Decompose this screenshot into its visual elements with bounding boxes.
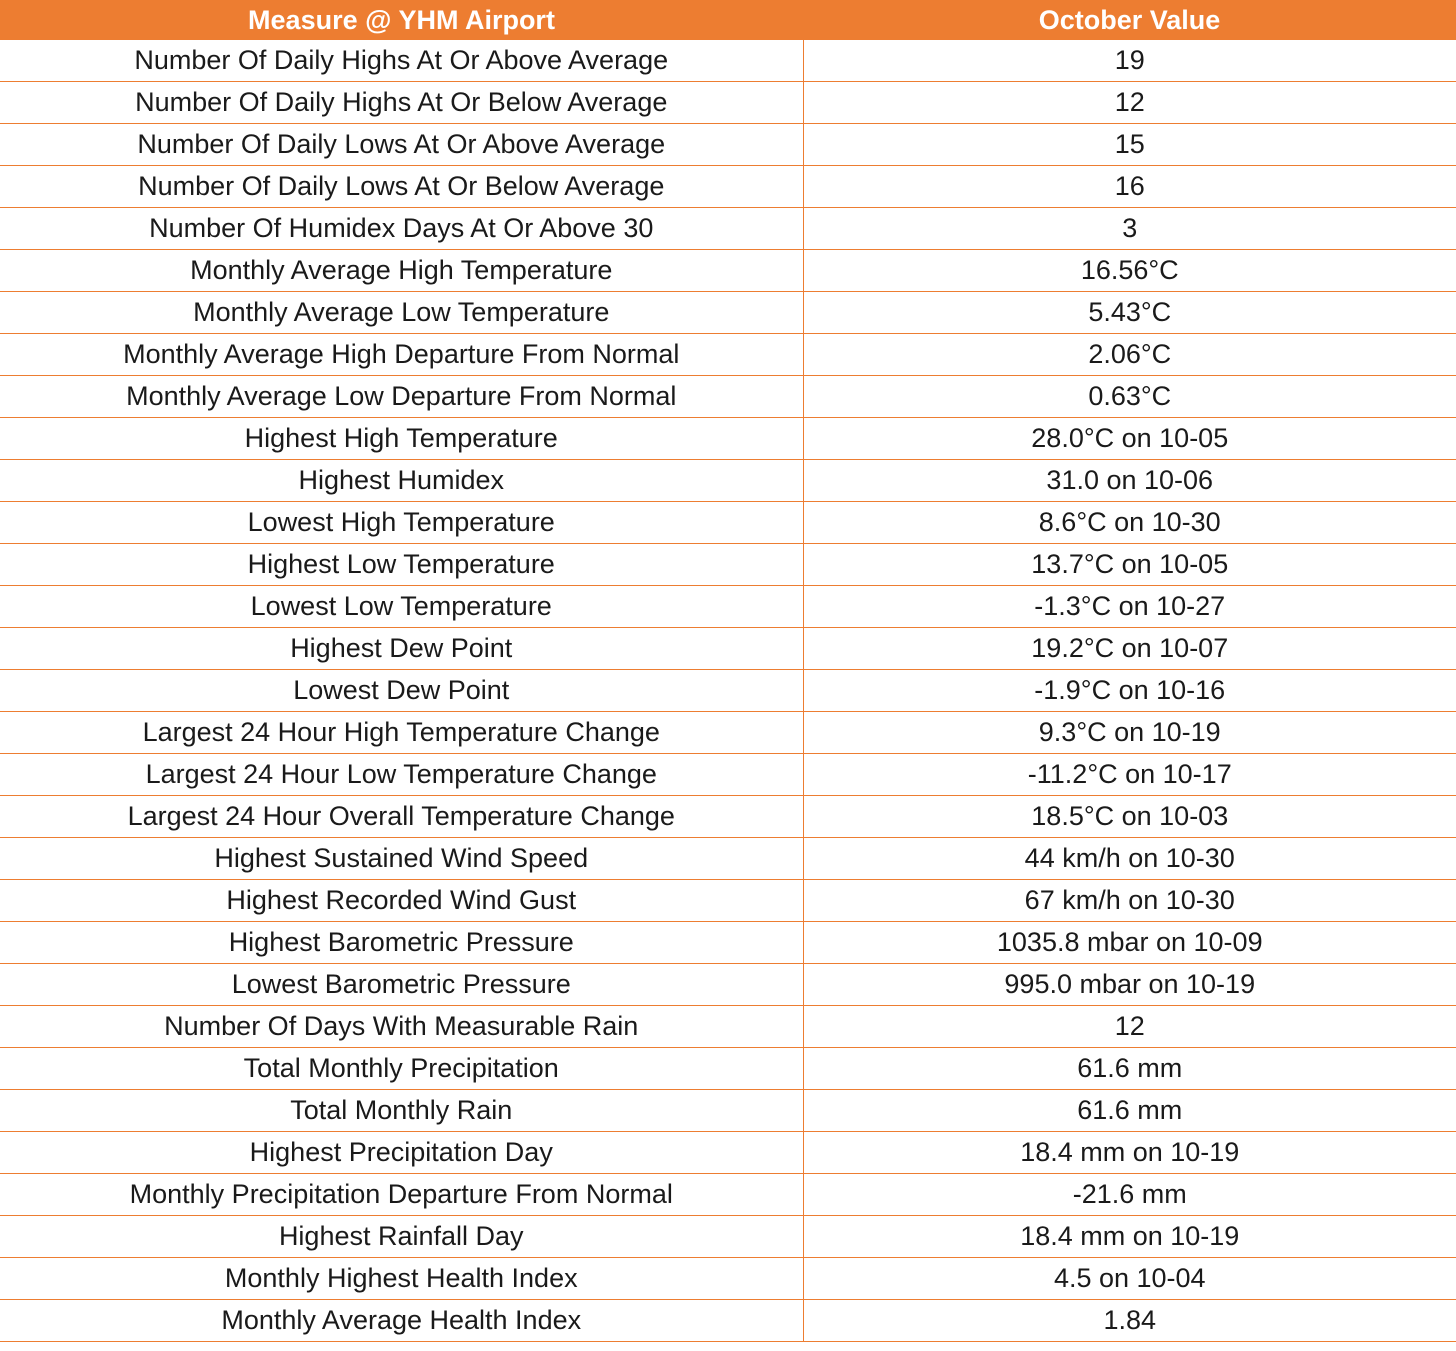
measure-cell: Largest 24 Hour Overall Temperature Change xyxy=(0,796,803,838)
value-cell: 18.4 mm on 10-19 xyxy=(803,1132,1456,1174)
header-row xyxy=(0,0,1456,40)
table-row xyxy=(0,250,1456,292)
measure-cell: Monthly Average Low Departure From Normal xyxy=(0,376,803,418)
measure-cell: Largest 24 Hour Low Temperature Change xyxy=(0,754,803,796)
value-cell: 16 xyxy=(803,166,1456,208)
table-row xyxy=(0,754,1456,796)
table-row xyxy=(0,586,1456,628)
measure-cell: Highest Recorded Wind Gust xyxy=(0,880,803,922)
table-row xyxy=(0,964,1456,1006)
measure-cell: Monthly Average Health Index xyxy=(0,1300,803,1342)
value-cell: 19 xyxy=(803,40,1456,82)
measure-cell: Number Of Daily Lows At Or Below Average xyxy=(0,166,803,208)
measure-cell: Highest Barometric Pressure xyxy=(0,922,803,964)
value-cell: -21.6 mm xyxy=(803,1174,1456,1216)
table-row xyxy=(0,376,1456,418)
value-cell: 13.7°C on 10-05 xyxy=(803,544,1456,586)
table-row xyxy=(0,712,1456,754)
value-cell: 0.63°C xyxy=(803,376,1456,418)
value-cell: 5.43°C xyxy=(803,292,1456,334)
table-row xyxy=(0,124,1456,166)
measure-cell: Number Of Humidex Days At Or Above 30 xyxy=(0,208,803,250)
table-row xyxy=(0,1048,1456,1090)
measure-cell: Lowest Dew Point xyxy=(0,670,803,712)
value-cell: 8.6°C on 10-30 xyxy=(803,502,1456,544)
value-cell: 2.06°C xyxy=(803,334,1456,376)
table-row xyxy=(0,418,1456,460)
table-row xyxy=(0,1216,1456,1258)
value-cell: 18.5°C on 10-03 xyxy=(803,796,1456,838)
value-cell: -11.2°C on 10-17 xyxy=(803,754,1456,796)
table-body xyxy=(0,40,1456,1342)
table-row xyxy=(0,1090,1456,1132)
value-cell: 61.6 mm xyxy=(803,1048,1456,1090)
measure-cell: Number Of Daily Highs At Or Above Average xyxy=(0,40,803,82)
measure-cell: Monthly Average Low Temperature xyxy=(0,292,803,334)
value-cell: 19.2°C on 10-07 xyxy=(803,628,1456,670)
value-cell: 44 km/h on 10-30 xyxy=(803,838,1456,880)
measure-cell: Highest Low Temperature xyxy=(0,544,803,586)
table-row xyxy=(0,166,1456,208)
column-header-measure: Measure @ YHM Airport xyxy=(0,0,803,40)
measure-cell: Number Of Days With Measurable Rain xyxy=(0,1006,803,1048)
table-row xyxy=(0,82,1456,124)
measure-cell: Number Of Daily Highs At Or Below Average xyxy=(0,82,803,124)
table-row xyxy=(0,334,1456,376)
measure-cell: Monthly Average High Departure From Normal xyxy=(0,334,803,376)
value-cell: 61.6 mm xyxy=(803,1090,1456,1132)
value-cell: 995.0 mbar on 10-19 xyxy=(803,964,1456,1006)
measure-cell: Highest Dew Point xyxy=(0,628,803,670)
value-cell: 4.5 on 10-04 xyxy=(803,1258,1456,1300)
table-row xyxy=(0,208,1456,250)
table-row xyxy=(0,628,1456,670)
table-row xyxy=(0,1132,1456,1174)
measure-cell: Total Monthly Precipitation xyxy=(0,1048,803,1090)
value-cell: 28.0°C on 10-05 xyxy=(803,418,1456,460)
table-header xyxy=(0,0,1456,40)
value-cell: 15 xyxy=(803,124,1456,166)
table-row xyxy=(0,40,1456,82)
value-cell: 12 xyxy=(803,82,1456,124)
measure-cell: Highest Precipitation Day xyxy=(0,1132,803,1174)
value-cell: 67 km/h on 10-30 xyxy=(803,880,1456,922)
measure-cell: Highest Sustained Wind Speed xyxy=(0,838,803,880)
table-row xyxy=(0,796,1456,838)
measure-cell: Number Of Daily Lows At Or Above Average xyxy=(0,124,803,166)
value-cell: 9.3°C on 10-19 xyxy=(803,712,1456,754)
column-header-value: October Value xyxy=(803,0,1456,40)
measure-cell: Highest Humidex xyxy=(0,460,803,502)
value-cell: 1035.8 mbar on 10-09 xyxy=(803,922,1456,964)
table-row xyxy=(0,502,1456,544)
measure-cell: Largest 24 Hour High Temperature Change xyxy=(0,712,803,754)
measure-cell: Monthly Highest Health Index xyxy=(0,1258,803,1300)
value-cell: -1.9°C on 10-16 xyxy=(803,670,1456,712)
table-row xyxy=(0,544,1456,586)
measure-cell: Lowest High Temperature xyxy=(0,502,803,544)
value-cell: 12 xyxy=(803,1006,1456,1048)
value-cell: 16.56°C xyxy=(803,250,1456,292)
table-row xyxy=(0,1006,1456,1048)
measure-cell: Highest Rainfall Day xyxy=(0,1216,803,1258)
table-row xyxy=(0,1300,1456,1342)
value-cell: 18.4 mm on 10-19 xyxy=(803,1216,1456,1258)
table-row xyxy=(0,838,1456,880)
value-cell: 31.0 on 10-06 xyxy=(803,460,1456,502)
value-cell: -1.3°C on 10-27 xyxy=(803,586,1456,628)
table-row xyxy=(0,922,1456,964)
table-row xyxy=(0,292,1456,334)
measure-cell: Lowest Low Temperature xyxy=(0,586,803,628)
table-row xyxy=(0,670,1456,712)
value-cell: 1.84 xyxy=(803,1300,1456,1342)
measure-cell: Monthly Average High Temperature xyxy=(0,250,803,292)
table-row xyxy=(0,460,1456,502)
measure-cell: Highest High Temperature xyxy=(0,418,803,460)
table-row xyxy=(0,1174,1456,1216)
measure-cell: Monthly Precipitation Departure From Normal xyxy=(0,1174,803,1216)
measure-cell: Total Monthly Rain xyxy=(0,1090,803,1132)
measure-cell: Lowest Barometric Pressure xyxy=(0,964,803,1006)
value-cell: 3 xyxy=(803,208,1456,250)
table-row xyxy=(0,1258,1456,1300)
table-row xyxy=(0,880,1456,922)
